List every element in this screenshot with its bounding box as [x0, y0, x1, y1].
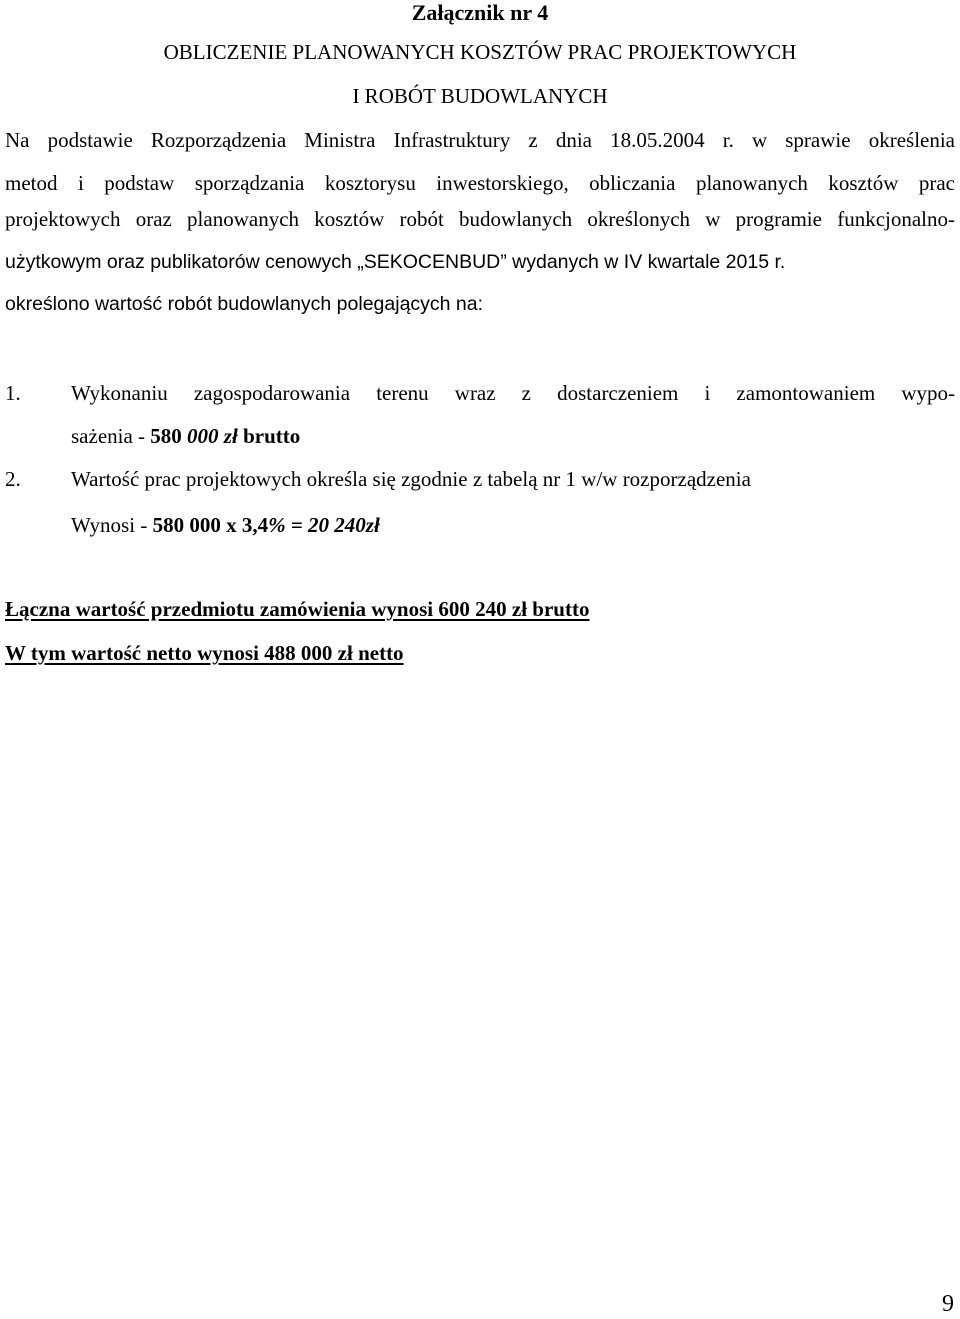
list-item-2-line-2 — [71, 513, 380, 538]
total-net-value: W tym wartość netto wynosi 488 000 zł netto — [5, 641, 404, 665]
list-item-1-prefix: sażenia - — [71, 424, 151, 448]
total-gross-value: Łączna wartość przedmiotu zamówienia wynosi 600 240 zł brutto — [5, 597, 590, 621]
list-item-2-value-part-3: 0zł — [355, 513, 380, 537]
list-number-2: 2. — [5, 467, 21, 491]
list-item-1-value-part-3: brutto — [237, 424, 301, 448]
annex-heading: Załącznik nr 4 — [411, 0, 549, 25]
page-number: 9 — [942, 1291, 954, 1317]
list-item-1-value-part-2: 000 zł — [187, 424, 238, 448]
list-item-2-line-1: Wartość prac projektowych określa się zgodnie z tabelą nr 1 w/w rozporządzenia — [71, 467, 751, 491]
list-item-1-line-2 — [71, 424, 300, 449]
list-item-1-line-1: Wykonaniu zagospodarowania terenu wraz z dostarczeniem i zamontowaniem wypo- — [71, 381, 955, 405]
list-item-2-value-part-2: % = 20 24 — [268, 513, 356, 537]
intro-line-4: użytkowym oraz publikatorów cenowych „SEKOCENBUD” wydanych w IV kwartale 2015 r. — [5, 251, 786, 273]
list-number-1: 1. — [5, 381, 21, 405]
document-title-line-1: OBLICZENIE PLANOWANYCH KOSZTÓW PRAC PROJEKTOWYCH — [163, 40, 797, 64]
list-item-1-value-part-1: 580 — [150, 424, 188, 448]
intro-line-2: metod i podstaw sporządzania kosztorysu inwestorskiego, obliczania planowanych kosztów prac — [5, 171, 955, 195]
intro-line-3: projektowych oraz planowanych kosztów robót budowlanych określonych w programie funkcjonalno- — [5, 207, 955, 231]
document-title-line-2: I ROBÓT BUDOWLANYCH — [352, 84, 608, 108]
intro-line-1: Na podstawie Rozporządzenia Ministra Infrastruktury z dnia 18.05.2004 r. w sprawie określenia — [5, 128, 955, 152]
list-item-2-value-part-1: 580 000 x 3,4 — [152, 513, 269, 537]
intro-line-5: określono wartość robót budowlanych polegających na: — [5, 293, 484, 315]
list-item-2-prefix: Wynosi - — [71, 513, 153, 537]
